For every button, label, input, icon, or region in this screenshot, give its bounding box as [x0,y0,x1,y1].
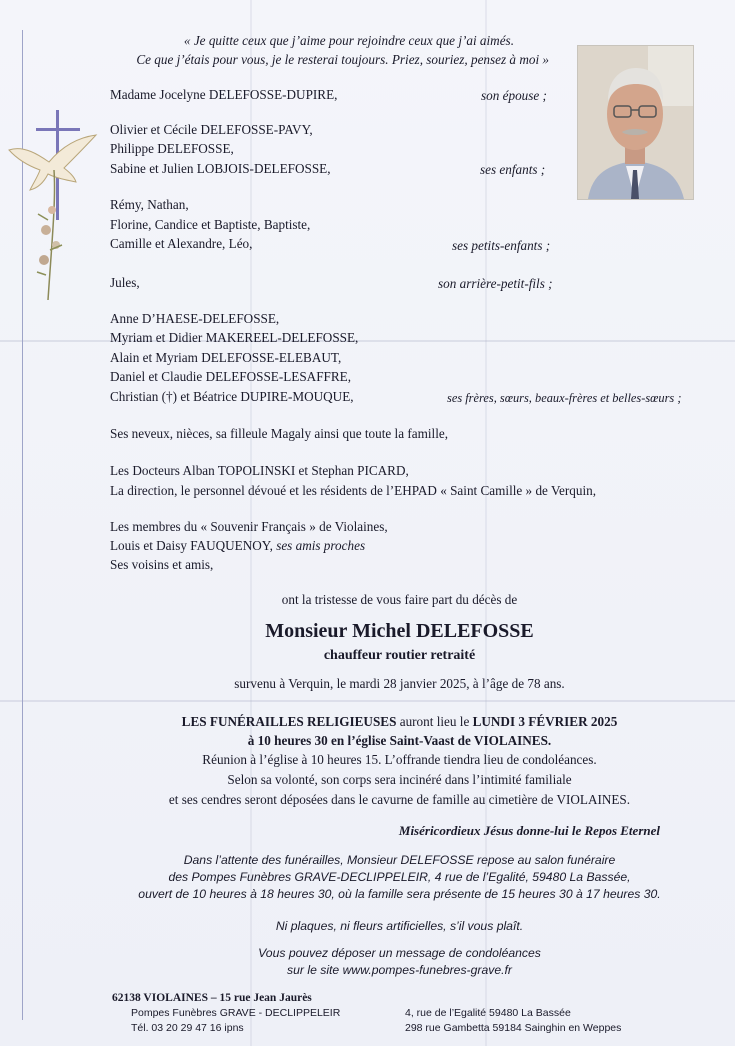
family-name: Camille et Alexandre, Léo, [110,236,253,251]
family-line: Les membres du « Souvenir Français » de Violaines, [110,519,388,534]
family-name: Anne D’HAESE-DELEFOSSE, [110,311,280,326]
footer-address: 62138 VIOLAINES – 15 rue Jean Jaurès [112,992,312,1004]
funeral-mid: auront lieu le [399,714,470,729]
condolence-note: Vous pouvez déposer un message de condoléances [258,946,541,960]
family-name: Philippe DELEFOSSE, [110,141,234,156]
family-name: Sabine et Julien LOBJOIS-DELEFOSSE, [110,161,331,176]
family-line: La direction, le personnel dévoué et les résidents de l’EHPAD « Saint Camille » de Verquin, [110,483,596,498]
friends-names: Louis et Daisy FAUQUENOY, [110,538,273,553]
funeral-line: Réunion à l’église à 10 heures 15. L’offrande tiendra lieu de condoléances. [202,752,597,767]
family-name: Madame Jocelyne DELEFOSSE-DUPIRE, [110,87,338,102]
funeral-title: LES FUNÉRAILLES RELIGIEUSES [181,714,397,729]
relation-label: ses enfants ; [480,162,546,177]
family-name: Myriam et Didier MAKEREEL-DELEFOSSE, [110,330,359,345]
family-name: Rémy, Nathan, [110,197,189,212]
footer-addr: 298 rue Gambetta 59184 Sainghin en Weppes [405,1022,622,1034]
family-name: Alain et Myriam DELEFOSSE-ELEBAUT, [110,350,342,365]
family-line: Ses neveux, nièces, sa filleule Magaly ainsi que toute la famille, [110,426,449,441]
family-name: Jules, [110,275,140,290]
funeral-line: et ses cendres seront déposées dans le cavurne de famille au cimetière de VIOLAINES. [168,792,631,807]
salon-line: des Pompes Funèbres GRAVE-DECLIPPELEIR, 4 rue de l’Egalité, 59480 La Bassée, [168,870,631,884]
relation-label: son épouse ; [481,88,547,103]
relation-label: ses frères, sœurs, beaux-frères et belles-sœurs ; [447,391,682,405]
prayer-line: Miséricordieux Jésus donne-lui le Repos Eternel [398,823,660,838]
footer-phone: Tél. 03 20 29 47 16 ipns [131,1022,244,1034]
deceased-profession: chauffeur routier retraité [323,648,476,663]
no-flowers-note: Ni plaques, ni fleurs artificielles, s’il vous plaît. [275,919,524,933]
salon-line: ouvert de 10 heures à 18 heures 30, où la famille sera présente de 15 heures 30 à 17 heures 30. [138,887,661,901]
family-name: Olivier et Cécile DELEFOSSE-PAVY, [110,122,313,137]
death-info: survenu à Verquin, le mardi 28 janvier 2025, à l’âge de 78 ans. [234,676,565,691]
funeral-line [32,714,735,730]
funeral-date: LUNDI 3 FÉVRIER 2025 [472,714,618,729]
announcement-intro: ont la tristesse de vous faire part du décès de [281,592,518,607]
salon-line: Dans l’attente des funérailles, Monsieur DELEFOSSE repose au salon funéraire [183,853,616,867]
funeral-time: à 10 heures 30 en l’église Saint-Vaast de VIOLAINES. [247,733,552,748]
relation-label: son arrière-petit-fils ; [438,276,553,291]
relation-label: ses petits-enfants ; [452,238,551,253]
condolence-site: sur le site www.pompes-funebres-grave.fr [287,963,512,977]
family-name: Florine, Candice et Baptiste, Baptiste, [110,217,311,232]
family-name: Christian (†) et Béatrice DUPIRE-MOUQUE, [110,389,354,404]
family-line [110,538,365,554]
deceased-name: Monsieur Michel DELEFOSSE [265,620,534,642]
fold-line [0,700,735,702]
family-name: Daniel et Claudie DELEFOSSE-LESAFFRE, [110,369,352,384]
relation-label: ses amis proches [276,538,366,553]
footer-company: Pompes Funèbres GRAVE - DECLIPPELEIR [131,1007,341,1019]
quote-line: Ce que j’étais pour vous, je le resterai toujours. Priez, souriez, pensez à moi » [136,52,549,67]
portrait-photo [577,45,694,200]
quote-line: « Je quitte ceux que j’aime pour rejoindre ceux que j’ai aimés. [183,33,514,48]
funeral-line: Selon sa volonté, son corps sera incinéré dans l’intimité familiale [227,772,572,787]
family-line: Ses voisins et amis, [110,557,214,572]
footer-addr: 4, rue de l’Egalité 59480 La Bassée [405,1007,571,1019]
dove-icon [4,110,104,310]
family-line: Les Docteurs Alban TOPOLINSKI et Stephan PICARD, [110,463,409,478]
